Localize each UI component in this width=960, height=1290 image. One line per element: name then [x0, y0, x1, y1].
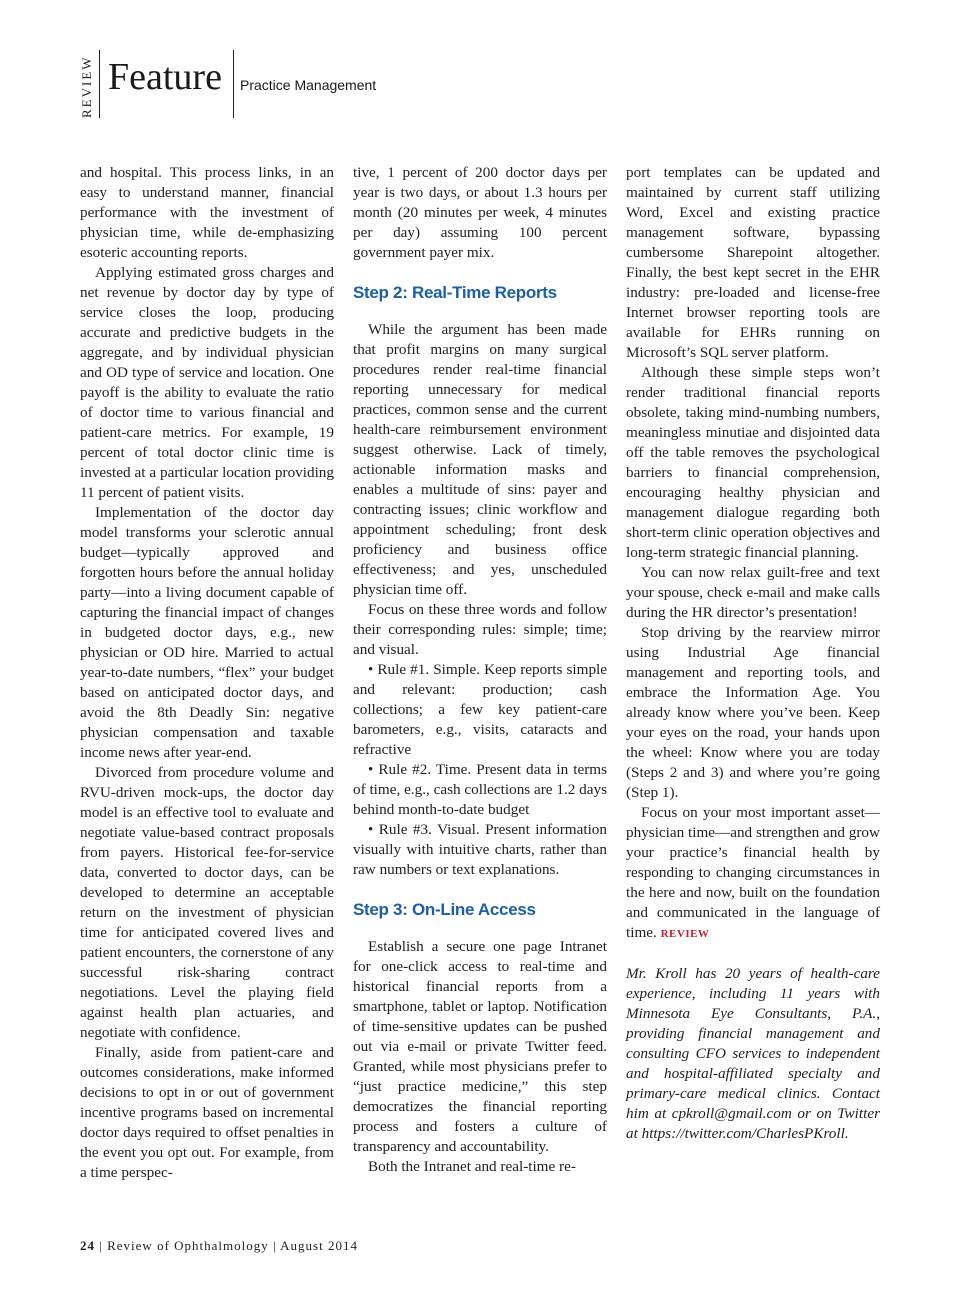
author-bio: Mr. Kroll has 20 years of health-care experience, including 11 years with Minnesota Eye Consultants, P.A., providing financial management and consulting CFO services to independent and hospital-affiliated specialty and primary-care medical clinics. Contact him at cpkroll@gmail.com or on Twitter at https://twitter.com/CharlesPKroll. — [626, 965, 880, 1142]
section-label: Practice Management — [240, 77, 377, 93]
closing-paragraph — [626, 803, 880, 944]
paragraph: and hospital. This process links, in an easy to understand manner, financial performance with the investment of physician time, while de-emphasizing esoteric accounting reports. — [80, 164, 334, 261]
publication-name: Review of Ophthalmology — [107, 1238, 269, 1253]
header-divider-left — [99, 50, 100, 118]
paragraph: Establish a secure one page Intranet for one-click access to real-time and historical financial reports from a smartphone, tablet or laptop. Notification of time-sensitive updates can be pushed out via e-mail or private Twitter feed. Granted, while most physicians prefer to “just practice medicine,” this step democratizes the financial reporting process and fosters a culture of transparency and accountability. — [353, 938, 607, 1155]
paragraph: tive, 1 percent of 200 doctor days per year is two days, or about 1.3 hours per month (20 minutes per week, 4 minutes per day) assuming 100 percent government payer mix. — [353, 164, 607, 261]
footer-separator: | — [273, 1238, 277, 1253]
paragraph: Focus on these three words and follow their corresponding rules: simple; time; and visual. — [353, 601, 607, 658]
step3-heading: Step 3: On-Line Access — [353, 900, 536, 919]
review-end-mark: REVIEW — [660, 928, 710, 940]
footer-separator: | — [99, 1238, 103, 1253]
page-header — [0, 0, 960, 130]
paragraph: port templates can be updated and maintained by current staff utilizing Word, Excel and existing practice management software, bypassing cumbersome Sharepoint altogether. Finally, the best kept secret in the EHR industry: pre-loaded and license-free Internet browser reporting tools are available for EHRs running on Microsoft’s SQL server platform. — [626, 164, 880, 361]
vertical-review-tag: REVIEW — [79, 55, 94, 118]
text-column-1 — [80, 163, 334, 1183]
rule-item: • Rule #1. Simple. Keep reports simple and relevant: production; cash collections; a few key patient-care barometers, e.g., visits, cataracts and refractive — [353, 661, 607, 758]
paragraph: Stop driving by the rearview mirror using Industrial Age financial management and reporting tools, and embrace the Information Age. You already know where you’ve been. Keep your eyes on the road, your hands upon the wheel: Know where you are today (Steps 2 and 3) and where you’re going (Step 1). — [626, 624, 880, 801]
text-column-2 — [353, 163, 607, 1177]
page-footer — [80, 1238, 358, 1254]
paragraph: Implementation of the doctor day model transforms your sclerotic annual budget—typically approved and forgotten hours before the annual holiday party—into a living document capable of capturing the financial impact of changes in budgeted doctor days, e.g., new physician or OD hire. Married to actual year-to-date numbers, “flex” your budget based on anticipated doctor days, and avoid the 8th Deadly Sin: negative physician compensation and taxable income news after year-end. — [80, 504, 334, 761]
paragraph: Applying estimated gross charges and net revenue by doctor day by type of service closes the loop, producing accurate and predictive budgets in the aggregate, and by individual physician and OD type of service and location. One payoff is the ability to evaluate the ratio of doctor time to various financial and patient-care metrics. For example, 19 percent of total doctor clinic time is invested at a particular location providing 11 percent of patient visits. — [80, 264, 334, 501]
issue-date: August 2014 — [280, 1238, 358, 1253]
paragraph: Finally, aside from patient-care and outcomes considerations, make informed decisions to opt in or out of government incentive programs based on incremental doctor days required to offset penalties in the event you opt out. For example, from a time perspec- — [80, 1044, 334, 1181]
rule-item: • Rule #3. Visual. Present information visually with intuitive charts, rather than raw numbers or text explanations. — [353, 821, 607, 878]
paragraph: While the argument has been made that profit margins on many surgical procedures render real-time financial reporting unnecessary for medical practices, common sense and the current health-care reimbursement environment suggest otherwise. Lack of timely, actionable information masks and enables a multitude of sins: payer and contracting issues; clinic workflow and appointment scheduling; front desk proficiency and business office effectiveness; and yes, unscheduled physician time off. — [353, 321, 607, 598]
rule-item: • Rule #2. Time. Present data in terms of time, e.g., cash collections are 1.2 days behind month-to-date budget — [353, 761, 607, 818]
paragraph: You can now relax guilt-free and text your spouse, check e-mail and make calls during the HR director’s presentation! — [626, 564, 880, 621]
paragraph: Although these simple steps won’t render traditional financial reports obsolete, taking mind-numbing numbers, meaningless minutiae and disjointed data off the table removes the psychological barriers to financial comprehension, encouraging healthy physician and management dialogue regarding both short-term clinic operation objectives and long-term strategic financial planning. — [626, 364, 880, 561]
feature-title: Feature — [108, 56, 222, 98]
paragraph: Divorced from procedure volume and RVU-driven mock-ups, the doctor day model is an effective tool to evaluate and negotiate value-based contract proposals from payers. Historical fee-for-service data, converted to doctor days, can be developed to determine an acceptable return on the investment of physician time for anticipated covered lives and patient encounters, the cornerstone of any successful risk-sharing contract negotiations. Level the playing field against health plan actuaries, and negotiate with confidence. — [80, 764, 334, 1041]
paragraph: Both the Intranet and real-time re- — [368, 1158, 576, 1175]
page-number: 24 — [80, 1238, 95, 1253]
step2-heading: Step 2: Real-Time Reports — [353, 283, 557, 302]
text-column-3 — [626, 163, 880, 1144]
header-divider-right — [233, 50, 234, 118]
closing-text: Focus on your most important asset—physician time—and strengthen and grow your practice’s financial health by responding to changing circumstances in the here and now, built on the foundation and communicated in the language of time. — [626, 804, 880, 941]
